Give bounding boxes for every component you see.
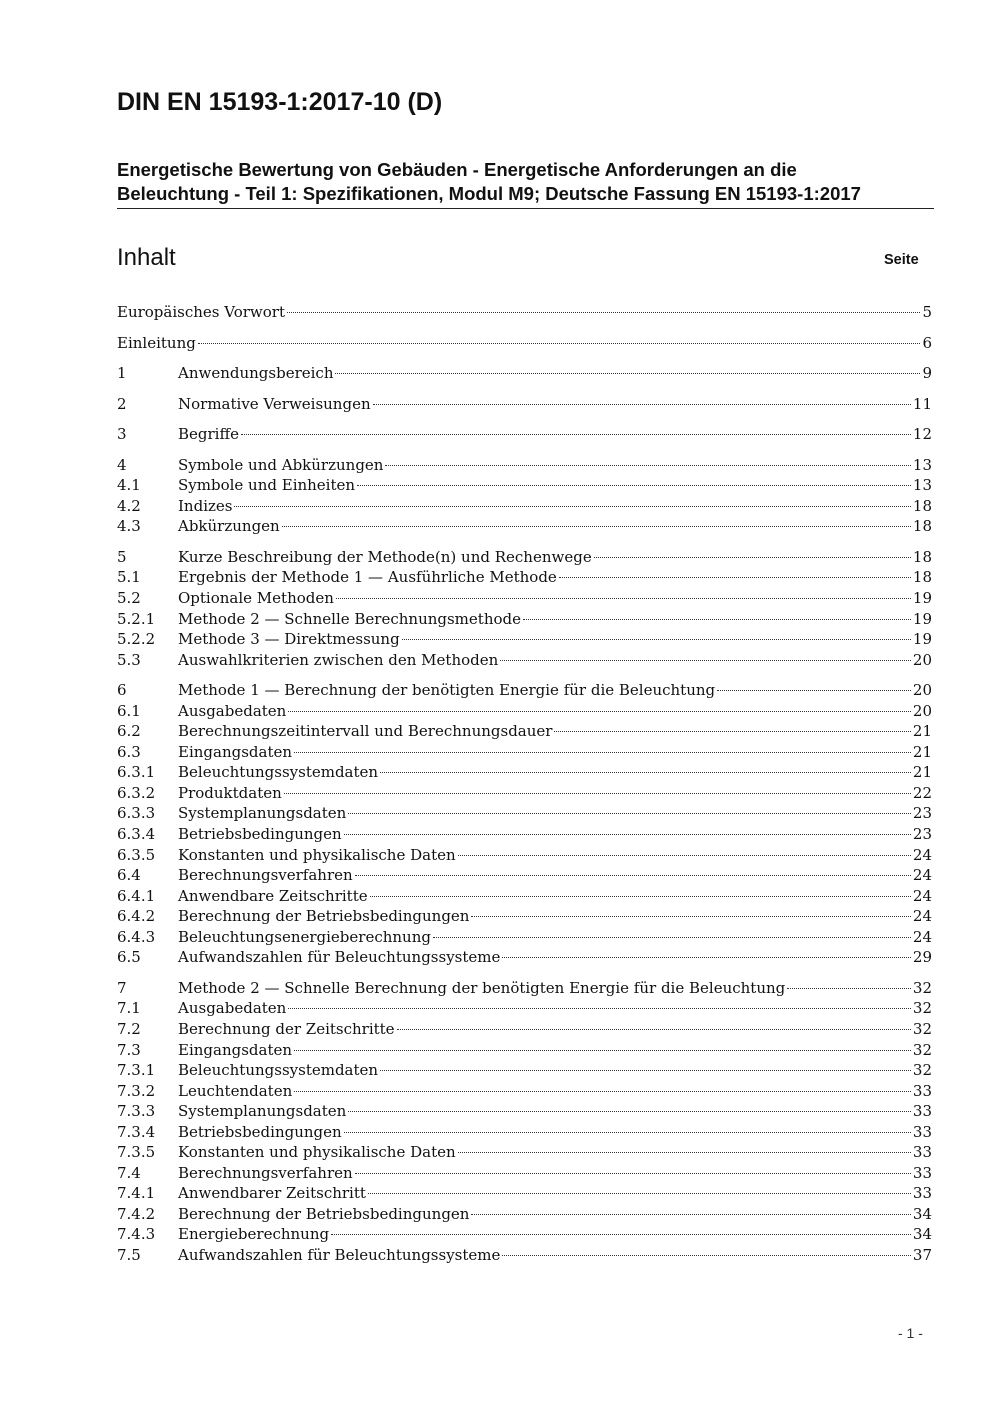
toc-entry-page: 9 [922,364,932,383]
toc-dot-leader [284,793,911,794]
toc-dot-leader [402,639,911,640]
toc-entry-title: Konstanten und physikalische Daten [178,845,456,864]
toc-entry-number: 6.3.4 [117,825,156,844]
toc-dot-leader [554,731,910,732]
toc-entry-number: 7.3.4 [117,1122,156,1141]
toc-entry-number: 6.4.3 [117,927,156,946]
toc-entry[interactable] [117,742,932,763]
toc-entry-title: Anwendungsbereich [178,364,334,383]
toc-entry-number: 7.4.1 [117,1184,156,1203]
toc-entry-number: 5 [117,547,127,566]
toc-entry-page: 19 [912,589,932,608]
toc-entry-page: 32 [912,999,932,1018]
toc-entry[interactable] [117,567,932,588]
toc-entry-page: 29 [912,948,932,967]
toc-dot-leader [787,988,911,989]
toc-entry-title: Ausgabedaten [178,999,287,1018]
toc-entry-title: Kurze Beschreibung der Methode(n) und Rechenwege [178,547,592,566]
toc-dot-leader [348,1111,911,1112]
toc-entry-number: 6.4 [117,866,141,885]
toc-entry[interactable] [117,783,932,804]
toc-entry-page: 11 [912,394,932,413]
toc-entry-number: 7 [117,978,127,997]
toc-entry[interactable] [117,721,932,742]
toc-entry-page: 6 [922,333,932,352]
toc-entry-title: Methode 2 — Schnelle Berechnungsmethode [178,609,521,628]
toc-entry-page: 13 [912,476,932,495]
subtitle-line-2: Beleuchtung - Teil 1: Spezifikationen, Modul M9; Deutsche Fassung EN 15193-1:2017 [117,183,861,204]
toc-entry-number: 5.2.1 [117,609,156,628]
toc-entry-page: 20 [912,681,932,700]
toc-dot-leader [348,813,911,814]
toc-entry[interactable] [117,1142,932,1163]
toc-entry[interactable] [117,1183,932,1204]
toc-dot-leader [500,660,911,661]
toc-dot-leader [502,957,911,958]
toc-entry-page: 32 [912,1019,932,1038]
toc-entry-number: 4 [117,455,127,474]
toc-entry-page: 33 [912,1184,932,1203]
toc-entry-number: 5.3 [117,650,141,669]
toc-dot-leader [397,1029,911,1030]
toc-entry[interactable] [117,302,932,323]
toc-entry-page: 24 [912,886,932,905]
toc-dot-leader [344,834,911,835]
toc-entry-number: 6 [117,681,127,700]
toc-entry-page: 22 [912,783,932,802]
toc-dot-leader [385,465,910,466]
toc-entry-page: 23 [912,804,932,823]
toc-dot-leader [294,752,911,753]
toc-entry[interactable] [117,496,932,517]
toc-entry-title: Eingangsdaten [178,1040,293,1059]
toc-entry[interactable] [117,650,932,671]
toc-entry[interactable] [117,1224,932,1245]
toc-entry-title: Methode 1 — Berechnung der benötigten Energie für die Beleuchtung [178,681,716,700]
toc-entry-page: 5 [922,303,932,321]
toc-entry[interactable] [117,824,932,845]
toc-entry-page: 37 [912,1245,932,1264]
toc-entry[interactable] [117,1101,932,1122]
toc-entry-number: 6.4.2 [117,907,156,926]
toc-entry-number: 7.3.1 [117,1061,156,1080]
toc-entry-number: 7.3.3 [117,1102,156,1121]
toc-entry-title: Konstanten und physikalische Daten [178,1143,456,1162]
toc-dot-leader [433,937,911,938]
toc-dot-leader [471,916,910,917]
toc-entry[interactable] [117,1060,932,1081]
toc-entry-page: 24 [912,845,932,864]
toc-entry-title: Methode 3 — Direktmessung [178,630,400,649]
toc-dot-leader [336,598,911,599]
toc-entry-page: 34 [912,1204,932,1223]
toc-entry-number: 6.4.1 [117,886,156,905]
table-of-contents [117,302,932,1266]
toc-entry[interactable] [117,455,932,476]
toc-entry-title: Systemplanungsdaten [178,1102,347,1121]
document-subtitle [117,158,934,209]
toc-entry[interactable] [117,680,932,701]
toc-entry-title: Produktdaten [178,783,282,802]
toc-entry-number: 7.3.5 [117,1143,156,1162]
toc-entry-number: 7.1 [117,999,141,1018]
toc-dot-leader [355,1173,911,1174]
toc-dot-leader [368,1193,911,1194]
toc-entry[interactable] [117,1081,932,1102]
toc-entry-title: Beleuchtungssystemdaten [178,763,379,782]
toc-entry-title: Beleuchtungsenergieberechnung [178,927,431,946]
toc-entry-title: Indizes [178,496,233,515]
toc-dot-leader [357,485,911,486]
toc-entry-title: Betriebsbedingungen [178,825,342,844]
toc-dot-leader [344,1132,911,1133]
toc-entry[interactable] [117,394,932,415]
toc-entry-title: Europäisches Vorwort [117,303,285,321]
toc-entry[interactable] [117,906,932,927]
toc-entry-number: 6.3.5 [117,845,156,864]
toc-dot-leader [380,1070,911,1071]
toc-entry[interactable] [117,1163,932,1184]
toc-entry-number: 4.3 [117,517,141,536]
toc-entry-page: 18 [912,547,932,566]
toc-dot-leader [294,1091,911,1092]
toc-entry-number: 6.3.3 [117,804,156,823]
document-code: DIN EN 15193-1:2017-10 (D) [117,88,443,116]
toc-entry-page: 32 [912,1040,932,1059]
toc-entry-page: 34 [912,1225,932,1244]
toc-entry-title: Leuchtendaten [178,1081,293,1100]
toc-dot-leader [335,373,920,374]
toc-entry[interactable] [117,701,932,722]
toc-entry-title: Betriebsbedingungen [178,1122,342,1141]
toc-entry-page: 24 [912,907,932,926]
toc-dot-leader [458,1152,911,1153]
toc-entry[interactable] [117,803,932,824]
toc-entry[interactable] [117,588,932,609]
toc-entry-page: 18 [912,496,932,515]
toc-entry-page: 23 [912,825,932,844]
toc-dot-leader [717,690,911,691]
toc-entry-title: Symbole und Einheiten [178,476,356,495]
toc-entry-page: 20 [912,701,932,720]
toc-entry-title: Systemplanungsdaten [178,804,347,823]
toc-entry-number: 7.3.2 [117,1081,156,1100]
toc-entry[interactable] [117,947,932,968]
toc-entry-title: Energieberechnung [178,1225,330,1244]
toc-entry[interactable] [117,927,932,948]
toc-entry-number: 5.1 [117,568,141,587]
toc-entry-title: Einleitung [117,333,196,352]
toc-entry-number: 6.3.2 [117,783,156,802]
toc-entry-number: 1 [117,364,127,383]
toc-entry-page: 33 [912,1102,932,1121]
toc-entry-number: 5.2 [117,589,141,608]
toc-entry-number: 7.4.3 [117,1225,156,1244]
subtitle-line-1: Energetische Bewertung von Gebäuden - Energetische Anforderungen an die [117,159,797,180]
toc-entry-page: 21 [912,742,932,761]
toc-entry-title: Begriffe [178,425,240,444]
toc-dot-leader [380,772,911,773]
toc-entry-title: Aufwandszahlen für Beleuchtungssysteme [178,1245,501,1264]
toc-entry-number: 4.2 [117,496,141,515]
toc-entry[interactable] [117,1245,932,1266]
toc-entry-title: Symbole und Abkürzungen [178,455,384,474]
toc-entry[interactable] [117,424,932,445]
toc-entry-number: 7.4.2 [117,1204,156,1223]
toc-entry-title: Methode 2 — Schnelle Berechnung der benötigten Energie für die Beleuchtung [178,978,786,997]
toc-page-column-label: Seite [884,252,919,268]
toc-dot-leader [294,1050,911,1051]
toc-entry-number: 4.1 [117,476,141,495]
toc-entry-number: 6.2 [117,722,141,741]
toc-entry-title: Beleuchtungssystemdaten [178,1061,379,1080]
toc-entry[interactable] [117,998,932,1019]
toc-dot-leader [282,526,911,527]
toc-entry-page: 13 [912,455,932,474]
toc-dot-leader [355,875,911,876]
toc-entry-number: 6.1 [117,701,141,720]
toc-dot-leader [458,855,911,856]
toc-dot-leader [502,1255,911,1256]
toc-entry-page: 20 [912,650,932,669]
toc-entry-title: Berechnungsverfahren [178,866,353,885]
toc-entry-title: Normative Verweisungen [178,394,371,413]
toc-entry[interactable] [117,865,932,886]
toc-entry-title: Abkürzungen [178,517,280,536]
page-number: - 1 - [898,1325,923,1341]
toc-entry-number: 7.4 [117,1163,141,1182]
toc-dot-leader [559,577,911,578]
toc-entry-title: Ausgabedaten [178,701,287,720]
toc-entry-number: 2 [117,394,127,413]
toc-entry[interactable] [117,1040,932,1061]
toc-entry[interactable] [117,1204,932,1225]
toc-entry-page: 32 [912,1061,932,1080]
toc-entry[interactable] [117,475,932,496]
toc-heading: Inhalt [117,244,176,271]
toc-entry-number: 7.5 [117,1245,141,1264]
toc-entry-number: 6.3.1 [117,763,156,782]
toc-dot-leader [594,557,911,558]
toc-dot-leader [373,404,911,405]
toc-entry-title: Berechnung der Zeitschritte [178,1019,395,1038]
toc-entry[interactable] [117,363,932,384]
toc-entry[interactable] [117,762,932,783]
toc-dot-leader [471,1214,910,1215]
toc-entry-title: Anwendbarer Zeitschritt [178,1184,366,1203]
toc-entry-number: 6.5 [117,948,141,967]
toc-entry[interactable] [117,1019,932,1040]
toc-entry-page: 33 [912,1122,932,1141]
toc-entry-page: 32 [912,978,932,997]
toc-dot-leader [331,1234,911,1235]
toc-entry-number: 7.2 [117,1019,141,1038]
toc-entry-page: 33 [912,1081,932,1100]
toc-entry[interactable] [117,629,932,650]
toc-entry-title: Berechnung der Betriebsbedingungen [178,907,470,926]
toc-entry-number: 3 [117,425,127,444]
toc-dot-leader [288,711,911,712]
toc-entry-page: 24 [912,866,932,885]
toc-dot-leader [241,434,911,435]
toc-dot-leader [234,506,910,507]
toc-dot-leader [370,896,911,897]
toc-entry-page: 33 [912,1143,932,1162]
toc-entry-title: Aufwandszahlen für Beleuchtungssysteme [178,948,501,967]
toc-entry-page: 12 [912,425,932,444]
toc-entry-page: 21 [912,722,932,741]
toc-entry-page: 19 [912,609,932,628]
toc-entry-page: 33 [912,1163,932,1182]
toc-dot-leader [287,312,920,313]
toc-dot-leader [198,343,921,344]
toc-entry-title: Berechnungszeitintervall und Berechnungsdauer [178,722,553,741]
toc-entry[interactable] [117,845,932,866]
toc-entry[interactable] [117,609,932,630]
toc-entry-page: 24 [912,927,932,946]
toc-entry[interactable] [117,516,932,537]
toc-entry-title: Anwendbare Zeitschritte [178,886,368,905]
toc-entry-page: 18 [912,517,932,536]
toc-entry[interactable] [117,547,932,568]
toc-entry-title: Eingangsdaten [178,742,293,761]
toc-entry-page: 18 [912,568,932,587]
toc-entry-title: Berechnungsverfahren [178,1163,353,1182]
toc-entry[interactable] [117,886,932,907]
toc-entry-title: Berechnung der Betriebsbedingungen [178,1204,470,1223]
toc-dot-leader [288,1008,911,1009]
toc-entry-number: 5.2.2 [117,630,156,649]
toc-entry-page: 21 [912,763,932,782]
toc-entry-title: Optionale Methoden [178,589,334,608]
toc-entry-number: 7.3 [117,1040,141,1059]
toc-entry[interactable] [117,1122,932,1143]
toc-dot-leader [523,619,911,620]
toc-entry-page: 19 [912,630,932,649]
toc-entry[interactable] [117,333,932,354]
toc-entry-title: Ergebnis der Methode 1 — Ausführliche Methode [178,568,557,587]
toc-entry[interactable] [117,978,932,999]
toc-entry-number: 6.3 [117,742,141,761]
toc-entry-title: Auswahlkriterien zwischen den Methoden [178,650,499,669]
